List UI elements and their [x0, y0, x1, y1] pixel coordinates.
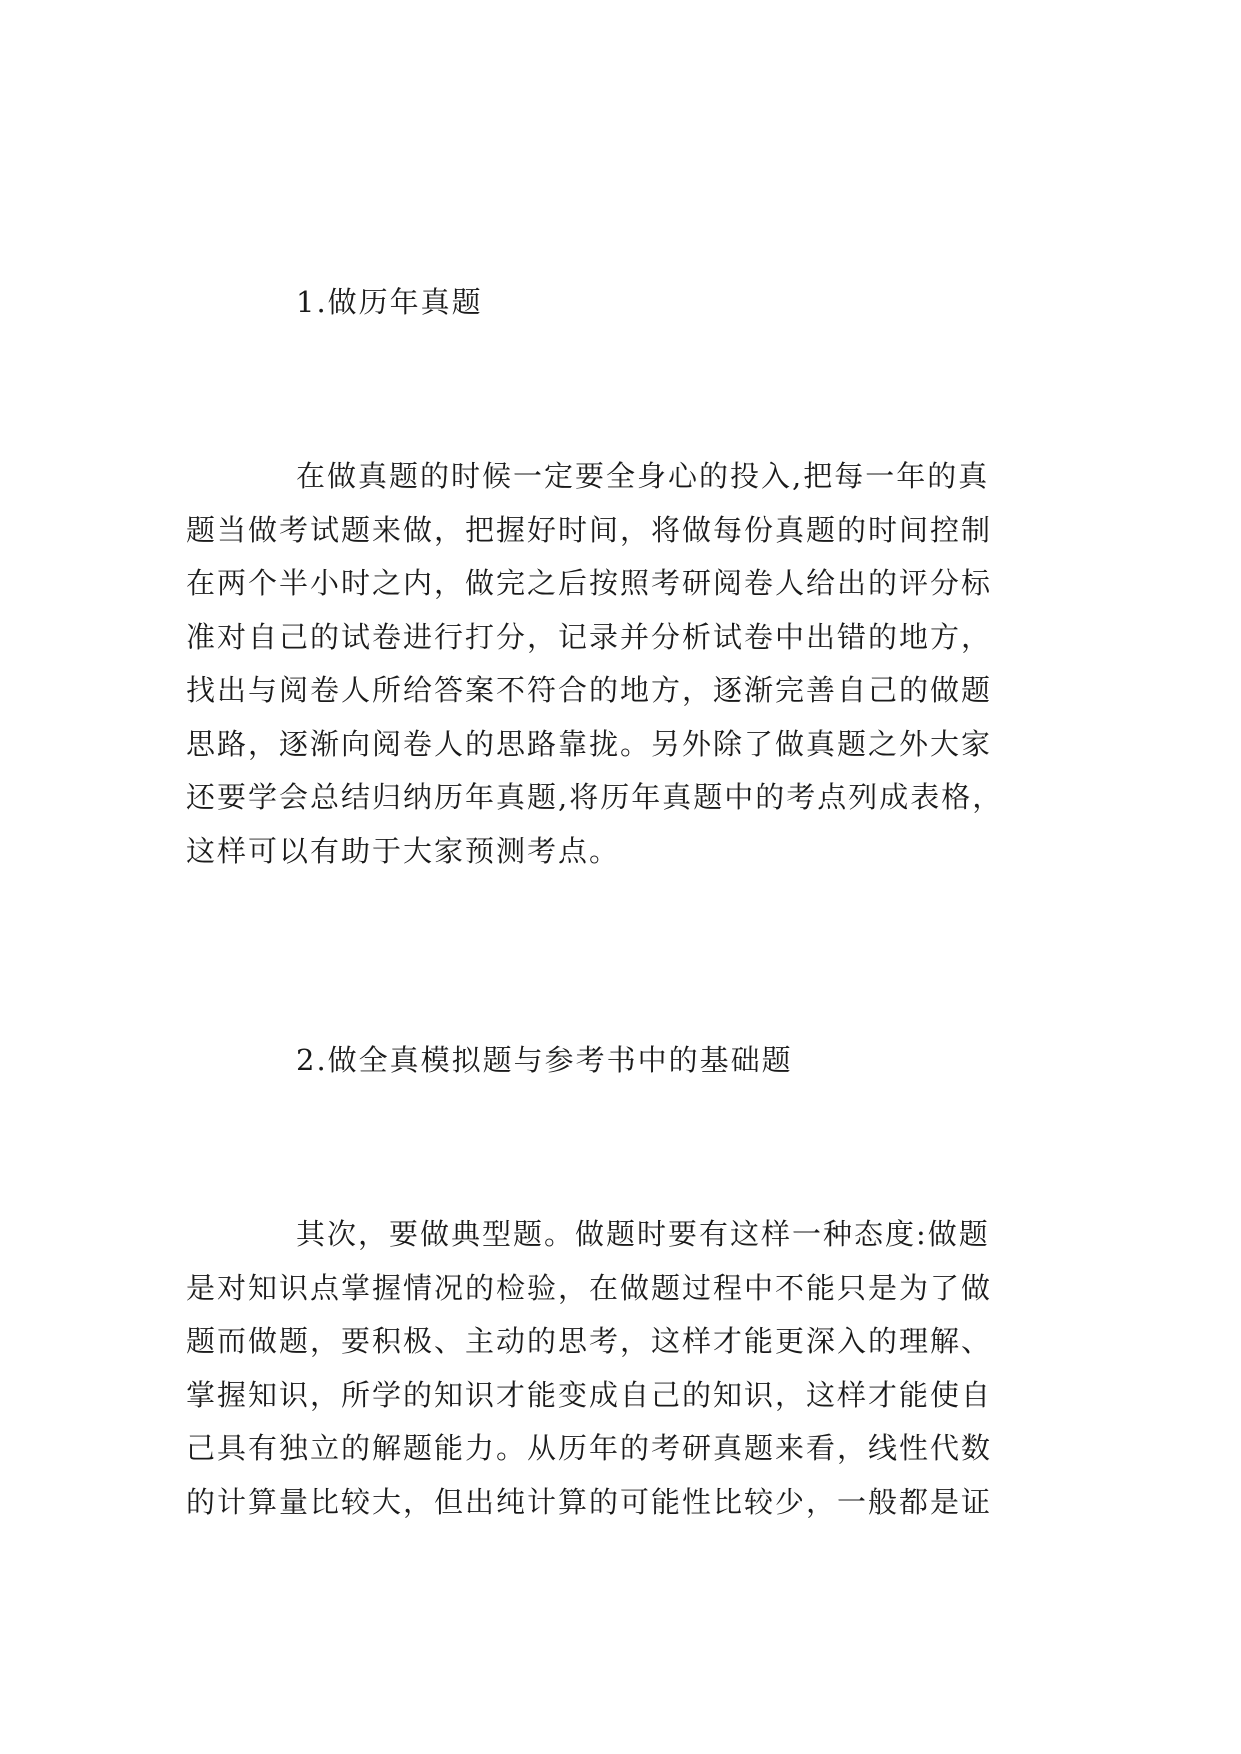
section-heading-2: 2.做全真模拟题与参考书中的基础题	[296, 1043, 793, 1077]
paragraph-line: 的计算量比较大，但出纯计算的可能性比较少，一般都是证	[186, 1484, 993, 1519]
paragraph-line: 是对知识点掌握情况的检验，在做题过程中不能只是为了做	[186, 1270, 993, 1305]
section-heading-1: 1.做历年真题	[296, 285, 483, 319]
paragraph-line: 准对自己的试卷进行打分，记录并分析试卷中出错的地方，	[186, 619, 993, 654]
paragraph-line: 题而做题，要积极、主动的思考，这样才能更深入的理解、	[186, 1324, 993, 1358]
paragraph-line: 己具有独立的解题能力。从历年的考研真题来看，线性代数	[186, 1431, 993, 1465]
paragraph-line: 在两个半小时之内，做完之后按照考研阅卷人给出的评分标	[186, 566, 993, 600]
paragraph-line: 其次，要做典型题。做题时要有这样一种态度:做题	[296, 1217, 990, 1251]
paragraph-line: 这样可以有助于大家预测考点。	[186, 833, 621, 868]
paragraph-line: 还要学会总结归纳历年真题,将历年真题中的考点列成表格，	[186, 780, 1004, 814]
section-paragraph-1	[186, 450, 1066, 878]
paragraph-line: 题当做考试题来做，把握好时间，将做每份真题的时间控制	[186, 512, 993, 547]
paragraph-line: 找出与阅卷人所给答案不符合的地方，逐渐完善自己的做题	[186, 673, 993, 707]
paragraph-line: 思路，逐渐向阅卷人的思路靠拢。另外除了做真题之外大家	[186, 726, 993, 761]
section-paragraph-2	[186, 1208, 1066, 1529]
paragraph-line: 掌握知识，所学的知识才能变成自己的知识，这样才能使自	[186, 1377, 993, 1412]
paragraph-line: 在做真题的时候一定要全身心的投入,把每一年的真	[296, 459, 990, 493]
